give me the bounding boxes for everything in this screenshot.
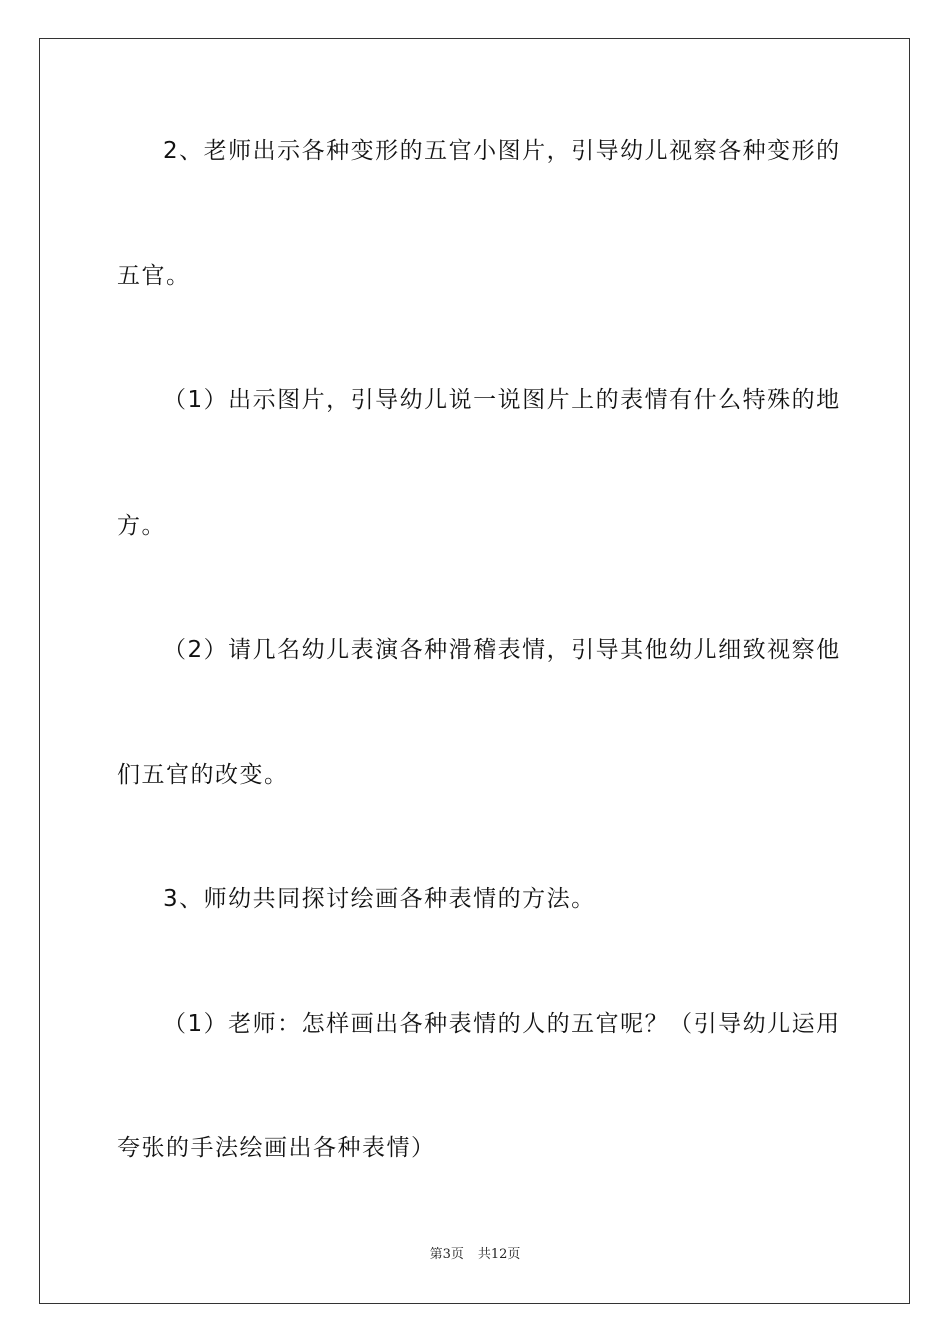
paragraph-line: 五官。	[117, 263, 191, 289]
paragraph-line: （1）出示图片，引导幼儿说一说图片上的表情有什么特殊的地	[163, 387, 841, 413]
page-footer	[0, 1246, 950, 1264]
paragraph-line: （1）老师：怎样画出各种表情的人的五官呢？（引导幼儿运用	[163, 1011, 841, 1037]
paragraph-line: 2、老师出示各种变形的五官小图片，引导幼儿视察各种变形的	[163, 138, 841, 164]
paragraph-line: 夸张的手法绘画出各种表情）	[117, 1135, 436, 1161]
page-border	[39, 38, 910, 1304]
paragraph-line: 方。	[117, 513, 166, 539]
paragraph-line: （2）请几名幼儿表演各种滑稽表情，引导其他幼儿细致视察他	[163, 637, 841, 663]
page-number: 第3页	[429, 1247, 464, 1262]
paragraph-line: 们五官的改变。	[117, 762, 289, 788]
paragraph-line: 3、师幼共同探讨绘画各种表情的方法。	[163, 886, 596, 912]
page-total: 共12页	[477, 1247, 521, 1262]
